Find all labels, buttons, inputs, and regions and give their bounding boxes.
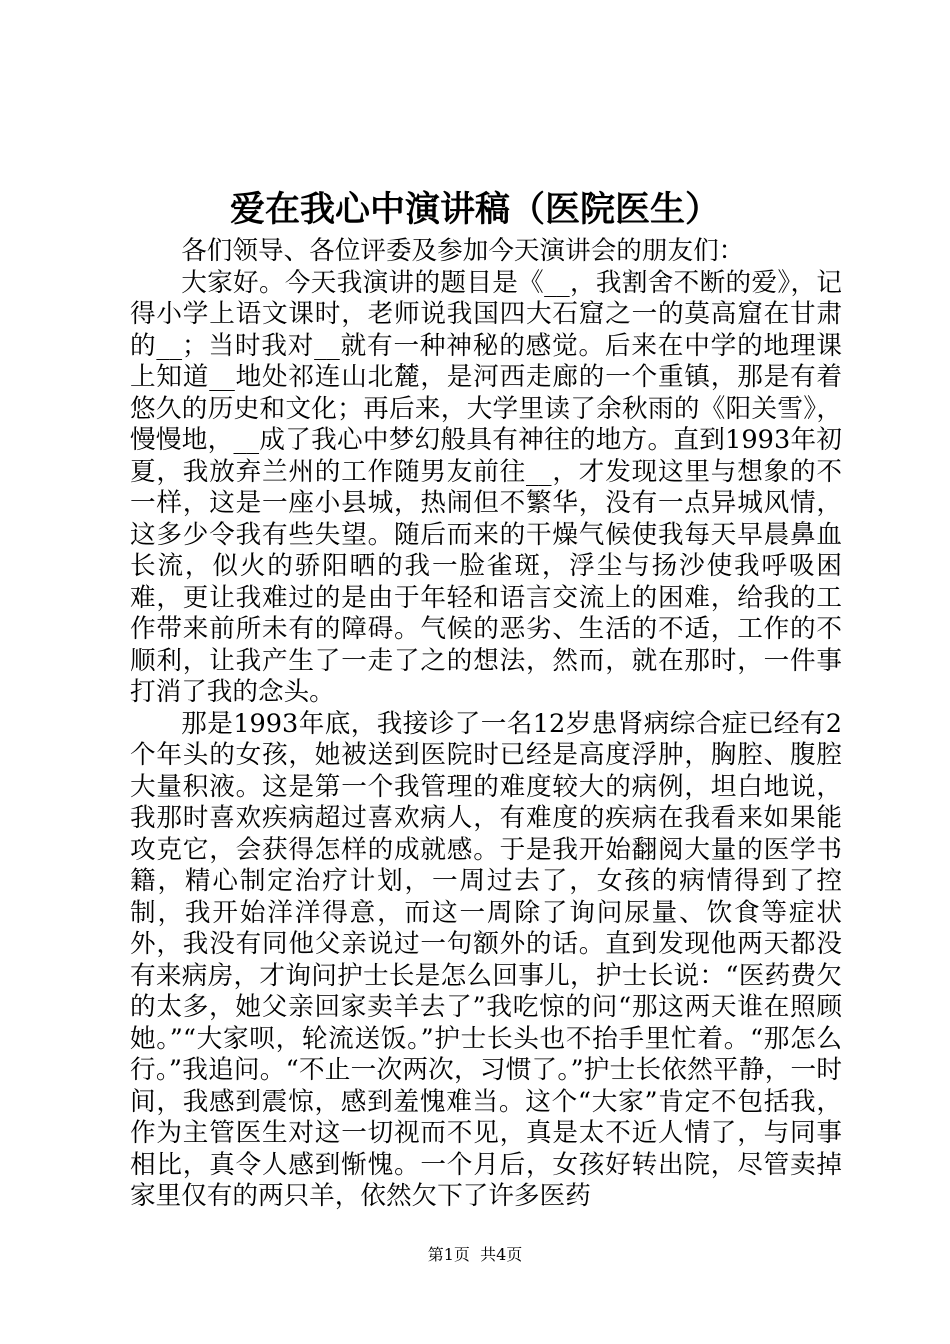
paragraph-story: 那是1993年底，我接诊了一名12岁患肾病综合症已经有2个年头的女孩，她被送到医院时已经是高度浮肿，胸腔、腹腔大量积液。这是第一个我管理的难度较大的病例，坦白地说，我那时喜欢疾病超过喜欢病人，有难度的疾病在我看来如果能攻克它，会获得怎样的成就感。于是我开始翻阅大量的医学书籍，精心制定治疗计划，一周过去了，女孩的病情得到了控制，我开始洋洋得意，而这一周除了询问尿量、饮食等症状外，我没有同他父亲说过一句额外的话。直到发现他两天都没有来病房，才询问护士长是怎么回事儿，护士长说：“医药费欠的太多，她父亲回家卖羊去了”我吃惊的问“那这两天谁在照顾她。”“大家呗，轮流送饭。”护士长头也不抬手里忙着。“那怎么行。”我追问。“不止一次两次，习惯了。”护士长依然平静，一时间，我感到震惊，感到羞愧难当。这个“大家”肯定不包括我，作为主管医生对这一切视而不见，真是太不近人情了，与同事相比，真令人感到惭愧。一个月后，女孩好转出院，尽管卖掉家里仅有的两只羊，依然欠下了许多医药 <box>130 708 842 1211</box>
footer-separator <box>470 1245 480 1264</box>
paragraph-intro: 大家好。今天我演讲的题目是《__，我割舍不断的爱》，记得小学上语文课时，老师说我国四大石窟之一的莫高窟在甘肃的__；当时我对__就有一种神秘的感觉。后来在中学的地理课上知道__地处祁连山北麓，是河西走廊的一个重镇，那是有着悠久的历史和文化；再后来，大学里读了余秋雨的《阳关雪》，慢慢地，__成了我心中梦幻般具有神往的地方。直到1993年初夏，我放弃兰州的工作随男友前往__，才发现这里与想象的不一样，这是一座小县城，热闹但不繁华，没有一点异城风情，这多少令我有些失望。随后而来的干燥气候使我每天早晨鼻血长流，似火的骄阳晒的我一脸雀斑，浮尘与扬沙使我呼吸困难，更让我难过的是由于年轻和语言交流上的困难，给我的工作带来前所未有的障碍。气候的恶劣、生活的不适，工作的不顺利，让我产生了一走了之的想法，然而，就在那时，一件事打消了我的念头。 <box>130 267 842 707</box>
page-number: 第1页 <box>427 1245 470 1264</box>
paragraph-greeting: 各们领导、各位评委及参加今天演讲会的朋友们： <box>181 236 745 266</box>
document-title: 爱在我心中演讲稿（医院医生） <box>229 189 720 230</box>
document-body <box>130 236 842 1213</box>
page-footer <box>0 1244 950 1266</box>
page-total: 共4页 <box>480 1245 523 1264</box>
